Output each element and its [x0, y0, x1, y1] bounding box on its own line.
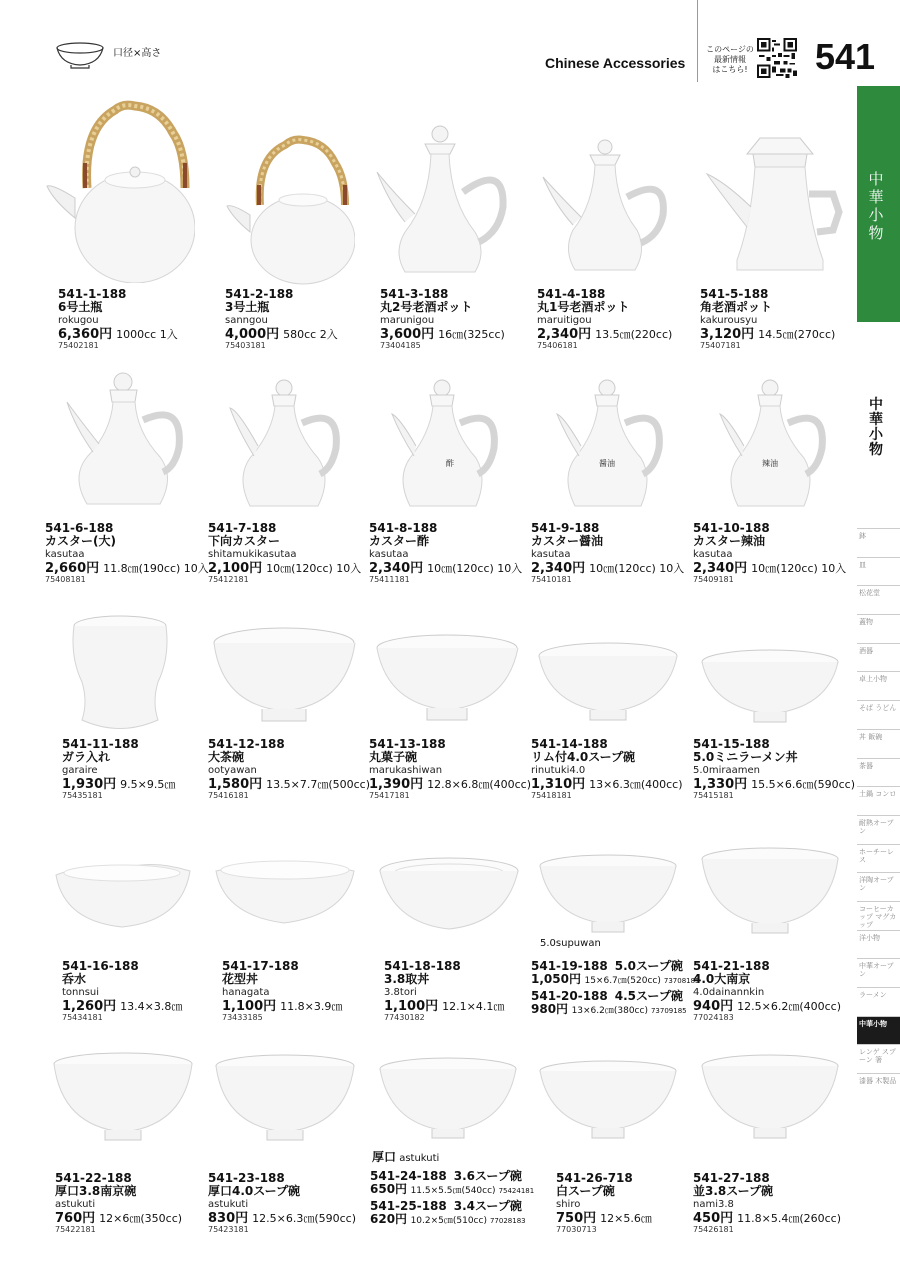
product-spec: 14.5㎝(270cc)	[758, 328, 836, 341]
product-info	[369, 522, 522, 584]
product-info	[531, 522, 684, 584]
side-index-item[interactable]: 蓋物	[857, 614, 900, 643]
product-code: 541-2-188	[225, 287, 294, 301]
product-price: 2,340円	[369, 561, 424, 576]
product-jan: 75418181	[531, 791, 572, 800]
svg-text:醤油: 醤油	[599, 459, 615, 468]
product-price: 2,340円	[693, 561, 748, 576]
product-name: 白スープ碗	[556, 1184, 615, 1198]
product-code: 541-8-188	[369, 521, 438, 535]
bowl-image	[52, 1050, 194, 1142]
bowl-image	[700, 648, 840, 726]
product-info	[384, 960, 504, 1022]
product-name: 4.0大南京	[693, 972, 751, 986]
product-info	[208, 522, 361, 584]
product-code: 541-27-188	[693, 1171, 770, 1185]
product-jan: 75407181	[700, 341, 741, 350]
atsukuchi-label: 厚口 astukuti	[372, 1150, 440, 1164]
svg-text:辣油: 辣油	[762, 459, 778, 468]
product-spec: 13.5㎝(220cc)	[595, 328, 673, 341]
product-541-25: 541-25-188 3.4スープ碗 620円 10.2×5㎝(510cc) 77028183	[370, 1199, 526, 1226]
product-code: 541-23-188	[208, 1171, 285, 1185]
product-jan: 77430182	[384, 1013, 425, 1022]
header-divider	[697, 0, 698, 82]
product-name: 3号土瓶	[225, 300, 270, 314]
product-spec: 11.8×3.9㎝	[280, 1000, 343, 1013]
product-price: 2,100円	[208, 561, 263, 576]
side-index-item[interactable]: 皿	[857, 557, 900, 586]
side-index-item[interactable]: 卓上小物	[857, 671, 900, 700]
wine-pot-image	[535, 135, 675, 280]
product-spec: 11.8×5.4㎝(260cc)	[737, 1212, 842, 1225]
product-romaji: shiro	[556, 1199, 581, 1210]
product-code: 541-10-188	[693, 521, 770, 535]
product-name: 厚口4.0スープ碗	[208, 1184, 301, 1198]
caster-image	[555, 378, 670, 513]
product-romaji: hanagata	[222, 987, 270, 998]
product-romaji: astukuti	[208, 1199, 249, 1210]
product-code: 541-14-188	[531, 737, 608, 751]
product-jan: 75409181	[693, 575, 734, 584]
product-romaji: sanngou	[225, 315, 268, 326]
product-price: 6,360円	[58, 327, 113, 342]
bowl-image	[214, 1052, 356, 1142]
product-romaji: kasutaa	[693, 549, 733, 560]
section-side-label: 中 華 小 物	[869, 397, 883, 458]
product-name: 角老酒ポット	[700, 300, 773, 314]
small-teapot-image	[225, 130, 355, 285]
product-price: 3,600円	[380, 327, 435, 342]
bowl-image	[375, 632, 520, 724]
side-index-item[interactable]: 茶器	[857, 758, 900, 787]
caster-image	[228, 378, 353, 513]
product-name: 丸2号老酒ポット	[380, 300, 473, 314]
page-number: 541	[815, 36, 876, 77]
product-info	[58, 288, 178, 350]
product-romaji: ootyawan	[208, 765, 257, 776]
product-code: 541-13-188	[369, 737, 446, 751]
product-jan: 73433185	[222, 1013, 263, 1022]
section-title: Chinese Accessories	[545, 55, 686, 71]
product-name: カスター(大)	[45, 534, 116, 548]
product-info	[225, 288, 338, 350]
product-info	[380, 288, 505, 350]
product-info	[62, 738, 175, 800]
product-jan: 75422181	[55, 1225, 96, 1234]
side-index-item[interactable]: 土鍋 コンロ	[857, 786, 900, 815]
product-romaji: 5.0miraamen	[693, 765, 761, 776]
product-jan: 75417181	[369, 791, 410, 800]
product-romaji: garaire	[62, 765, 98, 776]
product-romaji: astukuti	[55, 1199, 96, 1210]
side-index-item[interactable]: 酒器	[857, 643, 900, 672]
category-tab-label: 中 華 小 物	[868, 170, 884, 242]
bowl-image	[700, 1052, 840, 1140]
product-romaji: 4.0dainannkin	[693, 987, 765, 998]
bowl-image	[378, 1055, 518, 1140]
product-price: 1,580円	[208, 777, 263, 792]
product-code: 541-15-188	[693, 737, 770, 751]
product-name: 呑水	[62, 972, 87, 986]
side-index-item[interactable]: 丼 飯碗	[857, 729, 900, 758]
product-info	[369, 738, 531, 800]
side-index-item[interactable]: 中華オーブン	[857, 958, 900, 987]
product-price: 1,100円	[384, 999, 439, 1014]
product-code: 541-7-188	[208, 521, 277, 535]
product-name: 下向カスター	[208, 534, 281, 548]
product-info	[208, 1172, 356, 1234]
product-romaji: rokugou	[58, 315, 99, 326]
product-jan: 75435181	[62, 791, 103, 800]
side-index-item[interactable]: 松花堂	[857, 585, 900, 614]
product-jan: 75402181	[58, 341, 99, 350]
bowl-dimension-icon	[55, 40, 105, 70]
side-index-item[interactable]: レンゲ スプーン 箸	[857, 1044, 900, 1073]
product-romaji: kasutaa	[45, 549, 85, 560]
shallow-bowl-image	[378, 855, 520, 933]
product-name: カスター醤油	[531, 534, 604, 548]
product-info	[693, 960, 841, 1022]
product-spec: 10㎝(120cc) 10入	[427, 562, 523, 575]
product-romaji: kasutaa	[531, 549, 571, 560]
product-name: カスター辣油	[693, 534, 766, 548]
product-info	[208, 738, 370, 800]
product-price: 830円	[208, 1211, 249, 1226]
product-name: カスター酢	[369, 534, 430, 548]
shallow-bowl-image	[52, 855, 194, 935]
product-spec: 1000cc 1入	[116, 328, 178, 341]
product-name: 3.8取丼	[384, 972, 430, 986]
product-spec: 12.8×6.8㎝(400cc)	[427, 778, 532, 791]
caster-image	[65, 372, 195, 512]
product-name: 丸菓子碗	[369, 750, 418, 764]
side-index-item[interactable]: 漆器 木製品	[857, 1073, 900, 1102]
product-spec: 12.5×6.2㎝(400cc)	[737, 1000, 842, 1013]
product-price: 1,310円	[531, 777, 586, 792]
cup-image	[68, 612, 173, 734]
product-jan: 77024183	[693, 1013, 734, 1022]
bowl-image	[537, 640, 679, 725]
product-spec: 13×6.3㎝(400cc)	[589, 778, 683, 791]
product-spec: 13.5×7.7㎝(500cc)	[266, 778, 371, 791]
product-code: 541-21-188	[693, 959, 770, 973]
large-teapot-image	[45, 88, 195, 283]
product-name: 花型丼	[222, 972, 259, 986]
product-name: 5.0ミニラーメン丼	[693, 750, 798, 764]
side-index-item[interactable]: 洋陶オーブン	[857, 872, 900, 901]
product-code: 541-16-188	[62, 959, 139, 973]
product-code: 541-17-188	[222, 959, 299, 973]
product-romaji: shitamukikasutaa	[208, 549, 297, 560]
side-index-item[interactable]: そば うどん	[857, 700, 900, 729]
qr-note: このページの 最新情報 はこちら!	[706, 45, 754, 74]
product-romaji: marukashiwan	[369, 765, 443, 776]
side-index-item[interactable]: 中華小物	[857, 1016, 900, 1045]
product-jan: 75410181	[531, 575, 572, 584]
product-romaji: nami3.8	[693, 1199, 734, 1210]
product-code: 541-9-188	[531, 521, 600, 535]
product-jan: 75416181	[208, 791, 249, 800]
side-index-item[interactable]: ラーメン	[857, 987, 900, 1016]
product-price: 4,000円	[225, 327, 280, 342]
product-price: 760円	[55, 1211, 96, 1226]
product-name: リム付4.0スープ碗	[531, 750, 636, 764]
product-code: 541-5-188	[700, 287, 769, 301]
product-jan: 75408181	[45, 575, 86, 584]
side-index	[857, 528, 900, 1102]
product-info	[531, 738, 683, 800]
shallow-bowl-image	[214, 855, 356, 930]
product-romaji: kasutaa	[369, 549, 409, 560]
product-name: 厚口3.8南京碗	[55, 1184, 137, 1198]
product-spec: 580cc 2入	[283, 328, 338, 341]
product-info	[222, 960, 342, 1022]
product-jan: 75434181	[62, 1013, 103, 1022]
product-541-20: 541-20-188 4.5スープ碗 980円 13×6.2㎝(380cc) 73709185	[531, 989, 687, 1016]
supuwan-note: 5.0supuwan	[540, 938, 601, 949]
side-index-item[interactable]: 鉢	[857, 528, 900, 557]
side-index-item[interactable]: ホーチーレス	[857, 844, 900, 873]
product-541-19: 541-19-188 5.0スープ碗 1,050円 15×6.7㎝(520cc) 73708185	[531, 959, 700, 986]
product-price: 1,390円	[369, 777, 424, 792]
product-jan: 77030713	[556, 1225, 597, 1234]
product-price: 2,340円	[531, 561, 586, 576]
product-spec: 12.5×6.3㎝(590cc)	[252, 1212, 357, 1225]
product-price: 1,100円	[222, 999, 277, 1014]
product-spec: 9.5×9.5㎝	[120, 778, 176, 791]
product-romaji: rinutuki4.0	[531, 765, 586, 776]
product-romaji: marunigou	[380, 315, 435, 326]
product-info	[693, 738, 855, 800]
product-info	[55, 1172, 182, 1234]
legend-label: 口径×高さ	[113, 48, 162, 59]
product-spec: 12×5.6㎝	[600, 1212, 652, 1225]
side-index-item[interactable]: コーヒーカップ マグカップ	[857, 901, 900, 930]
product-price: 450円	[693, 1211, 734, 1226]
product-jan: 75406181	[537, 341, 578, 350]
side-index-item[interactable]: 耐熱オーブン	[857, 815, 900, 844]
product-romaji: tonnsui	[62, 987, 100, 998]
product-info	[45, 522, 209, 584]
caster-image	[390, 378, 505, 513]
product-spec: 12×6㎝(350cc)	[99, 1212, 183, 1225]
product-spec: 10㎝(120cc) 10入	[751, 562, 847, 575]
product-jan: 75412181	[208, 575, 249, 584]
product-spec: 10㎝(120cc) 10入	[589, 562, 685, 575]
product-jan: 75415181	[693, 791, 734, 800]
product-price: 1,260円	[62, 999, 117, 1014]
product-spec: 15.5×6.6㎝(590cc)	[751, 778, 856, 791]
product-spec: 16㎝(325cc)	[438, 328, 505, 341]
product-info	[693, 522, 846, 584]
bowl-image	[538, 852, 678, 934]
product-code: 541-22-188	[55, 1171, 132, 1185]
product-code: 541-11-188	[62, 737, 139, 751]
qr-code-icon[interactable]	[757, 38, 797, 78]
bowl-image	[212, 625, 357, 725]
product-code: 541-3-188	[380, 287, 449, 301]
product-name: 大茶碗	[208, 750, 245, 764]
product-name: ガラ入れ	[62, 750, 111, 764]
product-name: 丸1号老酒ポット	[537, 300, 630, 314]
caster-image	[718, 378, 833, 513]
product-jan: 73404185	[380, 341, 421, 350]
product-name: 6号土瓶	[58, 300, 103, 314]
product-romaji: kakurousyu	[700, 315, 758, 326]
product-code: 541-26-718	[556, 1171, 633, 1185]
product-code: 541-1-188	[58, 287, 127, 301]
bowl-image	[700, 845, 840, 935]
product-spec: 13.4×3.8㎝	[120, 1000, 183, 1013]
product-code: 541-12-188	[208, 737, 285, 751]
product-price: 2,340円	[537, 327, 592, 342]
product-code: 541-4-188	[537, 287, 606, 301]
wine-pot-image	[375, 122, 515, 282]
product-info	[537, 288, 672, 350]
product-romaji: maruitigou	[537, 315, 592, 326]
product-info	[693, 1172, 841, 1234]
product-jan: 75411181	[369, 575, 410, 584]
product-jan: 75403181	[225, 341, 266, 350]
product-jan: 75426181	[693, 1225, 734, 1234]
product-info	[556, 1172, 652, 1234]
product-info	[700, 288, 835, 350]
side-index-item[interactable]: 洋小物	[857, 930, 900, 959]
svg-text:酢: 酢	[446, 459, 454, 468]
product-price: 1,930円	[62, 777, 117, 792]
product-spec: 11.8㎝(190cc) 10入	[103, 562, 209, 575]
product-price: 750円	[556, 1211, 597, 1226]
product-info	[62, 960, 182, 1022]
product-spec: 12.1×4.1㎝	[442, 1000, 505, 1013]
product-code: 541-18-188	[384, 959, 461, 973]
product-romaji: 3.8tori	[384, 987, 417, 998]
product-name: 並3.8スープ碗	[693, 1184, 774, 1198]
product-price: 2,660円	[45, 561, 100, 576]
product-spec: 10㎝(120cc) 10入	[266, 562, 362, 575]
product-541-24: 541-24-188 3.6スープ碗 650円 11.5×5.5㎝(540cc) 75424181	[370, 1169, 535, 1196]
product-price: 3,120円	[700, 327, 755, 342]
product-jan: 75423181	[208, 1225, 249, 1234]
product-code: 541-6-188	[45, 521, 114, 535]
square-pot-image	[705, 132, 845, 277]
product-price: 940円	[693, 999, 734, 1014]
product-price: 1,330円	[693, 777, 748, 792]
bowl-image	[538, 1058, 678, 1140]
